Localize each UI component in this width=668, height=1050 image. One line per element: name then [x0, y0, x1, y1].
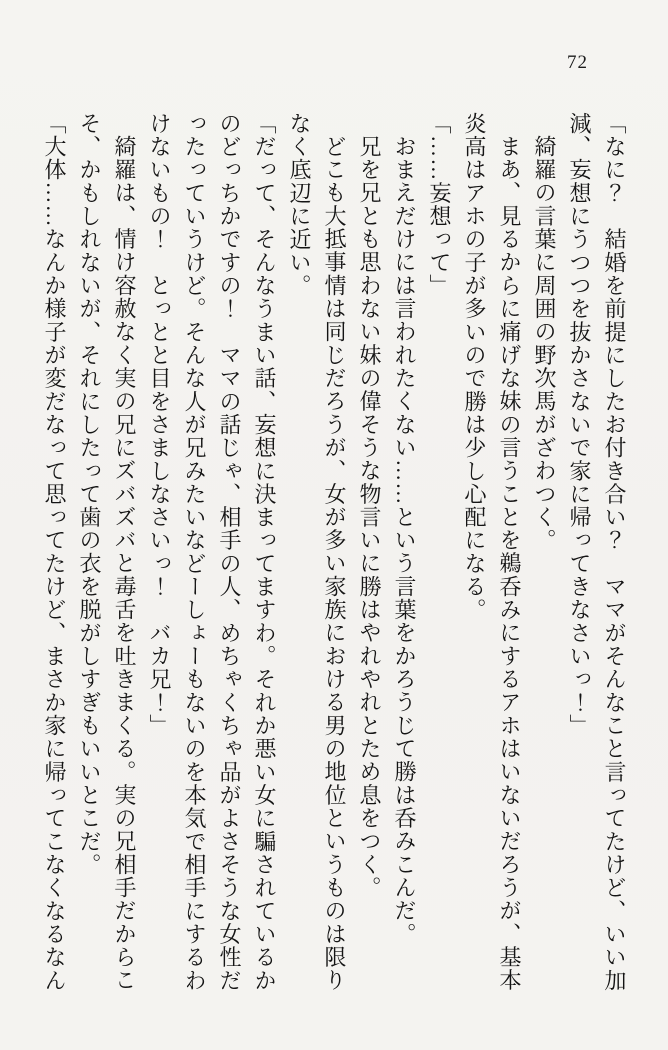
page-number: 72: [567, 52, 588, 73]
text-column: そ、かもしれないが、それにしたって歯の衣を脱がしすぎもいいとこだ。: [77, 112, 102, 877]
text-column: 綺羅の言葉に周囲の野次馬がざわつく。: [532, 135, 557, 553]
text-column: なく底辺に近い。: [287, 112, 312, 298]
text-column: のどっちかですの！ ママの話じゃ、相手の人、めちゃくちゃ品がよさそうな女性だ: [217, 112, 242, 993]
text-column: 「だって、そんなうまい話、妄想に決まってますわ。それか悪い女に騙されているか: [252, 112, 277, 993]
text-column: 「なに？ 結婚を前提にしたお付き合い？ ママがそんなこと言ってたけど、いい加: [602, 112, 627, 993]
text-column: 綺羅は、情け容赦なく実の兄にズバズバと毒舌を吐きまくる。実の兄相手だからこ: [112, 135, 137, 993]
text-column: 「……妄想って」: [427, 112, 452, 298]
text-column: 「大体……なんか様子が変だなって思ってたけど、まさか家に帰ってこなくなるなん: [42, 112, 67, 993]
text-column: どこも大抵事情は同じだろうが、女が多い家族における男の地位というものは限り: [322, 135, 347, 993]
text-column: 炎高はアホの子が多いので勝は少し心配になる。: [462, 112, 487, 622]
text-column: おまえだけには言われたくない……という言葉をかろうじて勝は呑みこんだ。: [392, 135, 417, 946]
text-column: ったっていうけど。そんな人が兄みたいなどーしょーもないのを本気で相手にするわ: [182, 112, 207, 993]
text-column: 兄を兄とも思わない妹の偉そうな物言いに勝はやれやれとため息をつく。: [357, 135, 382, 900]
text-column: けないもの！ とっとと目をさましなさいっ！ バカ兄！」: [147, 112, 172, 738]
novel-text-block: [36, 112, 632, 998]
text-column: まあ、見るからに痛げな妹の言うことを鵜呑みにするアホはいないだろうが、基本: [497, 135, 522, 993]
text-column: 減、妄想にうつつを抜かさないで家に帰ってきなさいっ！」: [567, 112, 592, 738]
